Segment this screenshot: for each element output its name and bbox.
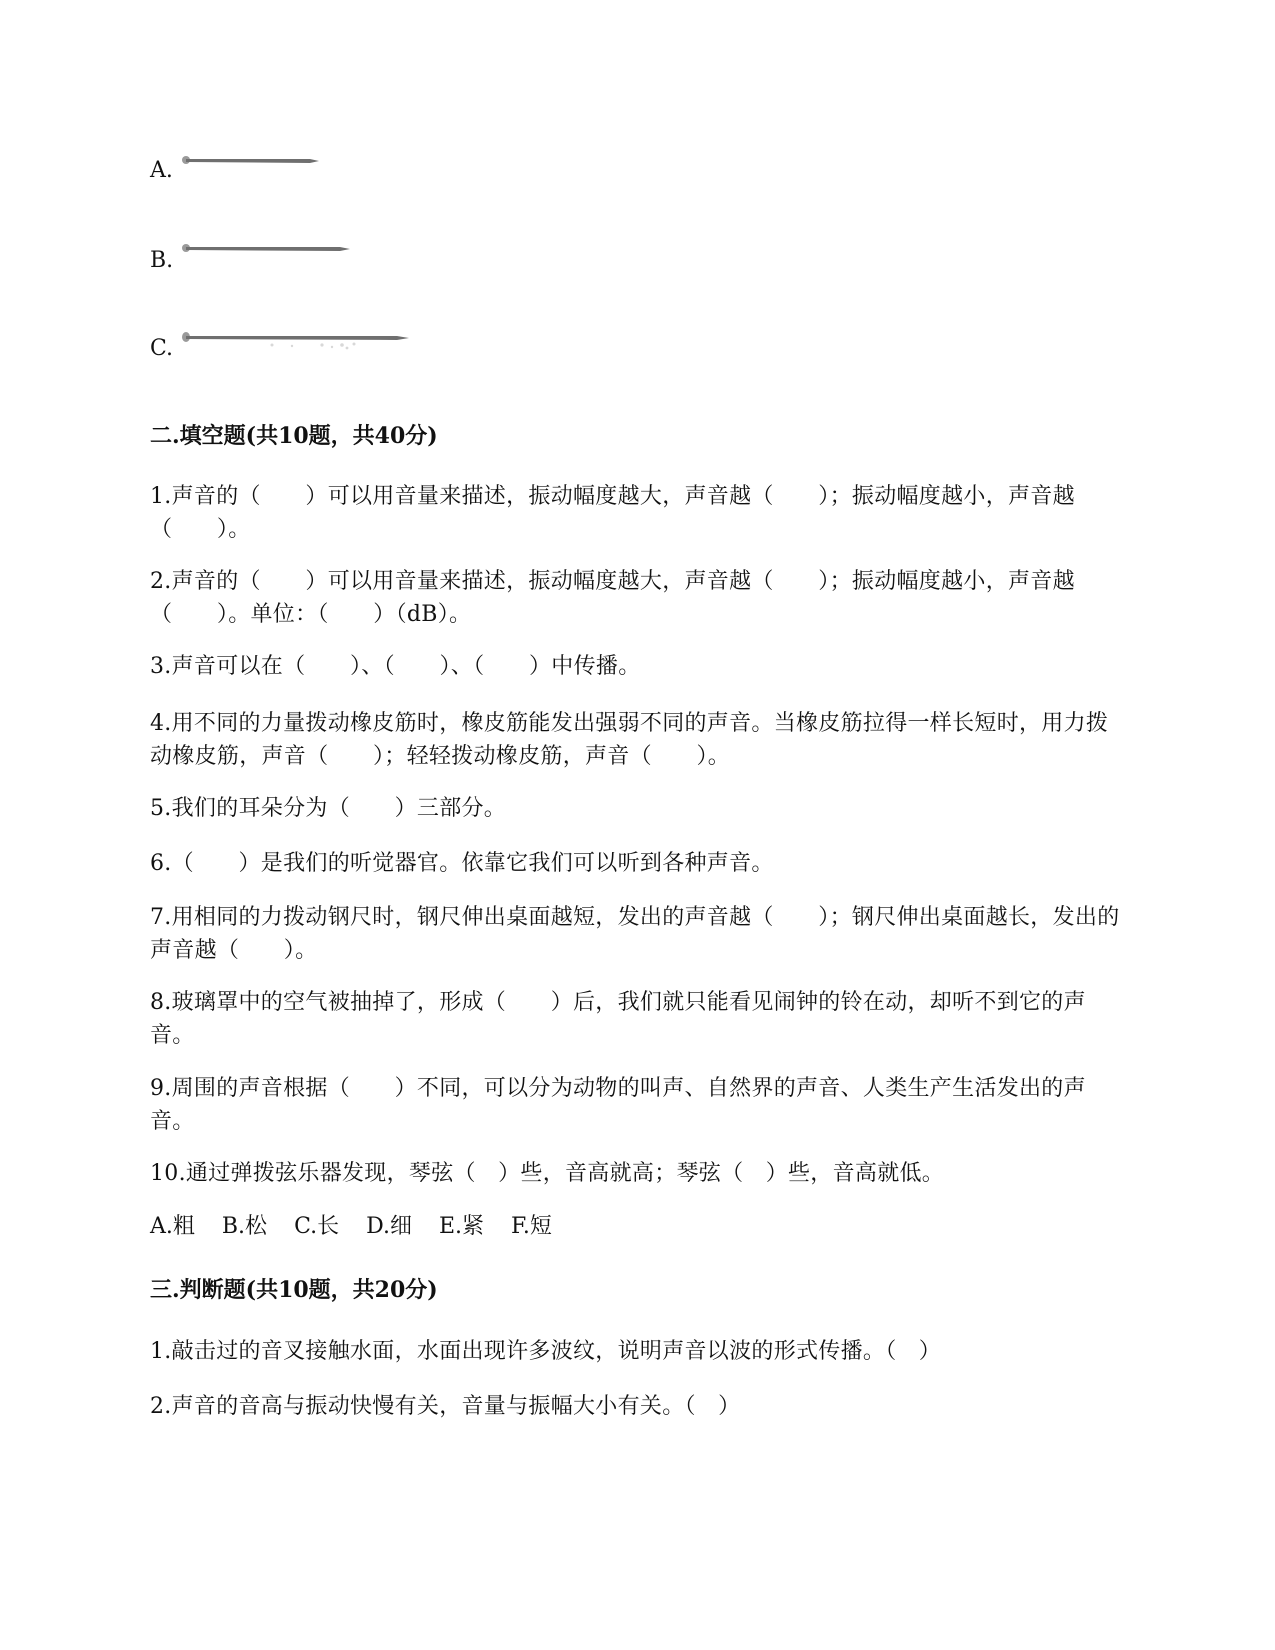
section-3-title: 三.判断题(共10题，共20分) [150, 1277, 438, 1303]
fill-question-6: 6.（ ）是我们的听觉器官。依靠它我们可以听到各种声音。 [150, 851, 774, 876]
fill-question-10: 10.通过弹拨弦乐器发现，琴弦（ ）些，音高就高；琴弦（ ）些，音高就低。 [150, 1161, 945, 1186]
option-a-label: A. [150, 158, 173, 183]
medium-nail-image [182, 242, 352, 256]
choice-c: C.长 [294, 1214, 340, 1239]
fill-question-7: 7.用相同的力拨动钢尺时，钢尺伸出桌面越短，发出的声音越（ ）；钢尺伸出桌面越长，发出的声音越（ ）。 [150, 905, 1120, 963]
short-nail-image [182, 154, 322, 168]
section-2-title: 二.填空题(共10题，共40分) [150, 423, 438, 449]
choice-f: F.短 [511, 1214, 552, 1239]
choice-b: B.松 [221, 1214, 268, 1239]
fill-question-9: 9.周围的声音根据（ ）不同，可以分为动物的叫声、自然界的声音、人类生产生活发出的声音。 [150, 1076, 1086, 1134]
option-b-label: B. [150, 248, 174, 273]
fill-question-3: 3.声音可以在（ ）、（ ）、（ ）中传播。 [150, 654, 641, 679]
choice-e: E.紧 [438, 1214, 485, 1239]
fill-question-1: 1.声音的（ ）可以用音量来描述，振动幅度越大，声音越（ ）；振动幅度越小，声音越 （ ）。 [150, 484, 1075, 542]
judge-question-1: 1.敲击过的音叉接触水面，水面出现许多波纹，说明声音以波的形式传播。（ ） [150, 1339, 942, 1364]
option-c-label: C. [150, 336, 174, 361]
option-c [150, 328, 550, 368]
fill-question-2: 2.声音的（ ）可以用音量来描述，振动幅度越大，声音越（ ）；振动幅度越小，声音越（ ）。单位：（ ）（dB）。 [150, 569, 1075, 627]
fill-question-4: 4.用不同的力量拨动橡皮筋时，橡皮筋能发出强弱不同的声音。当橡皮筋拉得一样长短时，用力拨动橡皮筋，声音（ ）；轻轻拨动橡皮筋，声音（ ）。 [150, 711, 1109, 769]
option-b [150, 240, 550, 280]
judge-question-2: 2.声音的音高与振动快慢有关，音量与振幅大小有关。（ ） [150, 1394, 741, 1419]
fill-question-8: 8.玻璃罩中的空气被抽掉了，形成（ ）后，我们就只能看见闹钟的铃在动，却听不到它的声音。 [150, 990, 1086, 1048]
option-a [150, 150, 550, 190]
fill-question-5: 5.我们的耳朵分为（ ）三部分。 [150, 796, 507, 821]
choice-a: A.粗 [150, 1214, 195, 1239]
answer-choices [150, 1212, 572, 1242]
choice-d: D.细 [366, 1214, 412, 1239]
long-nail-image [182, 330, 412, 352]
